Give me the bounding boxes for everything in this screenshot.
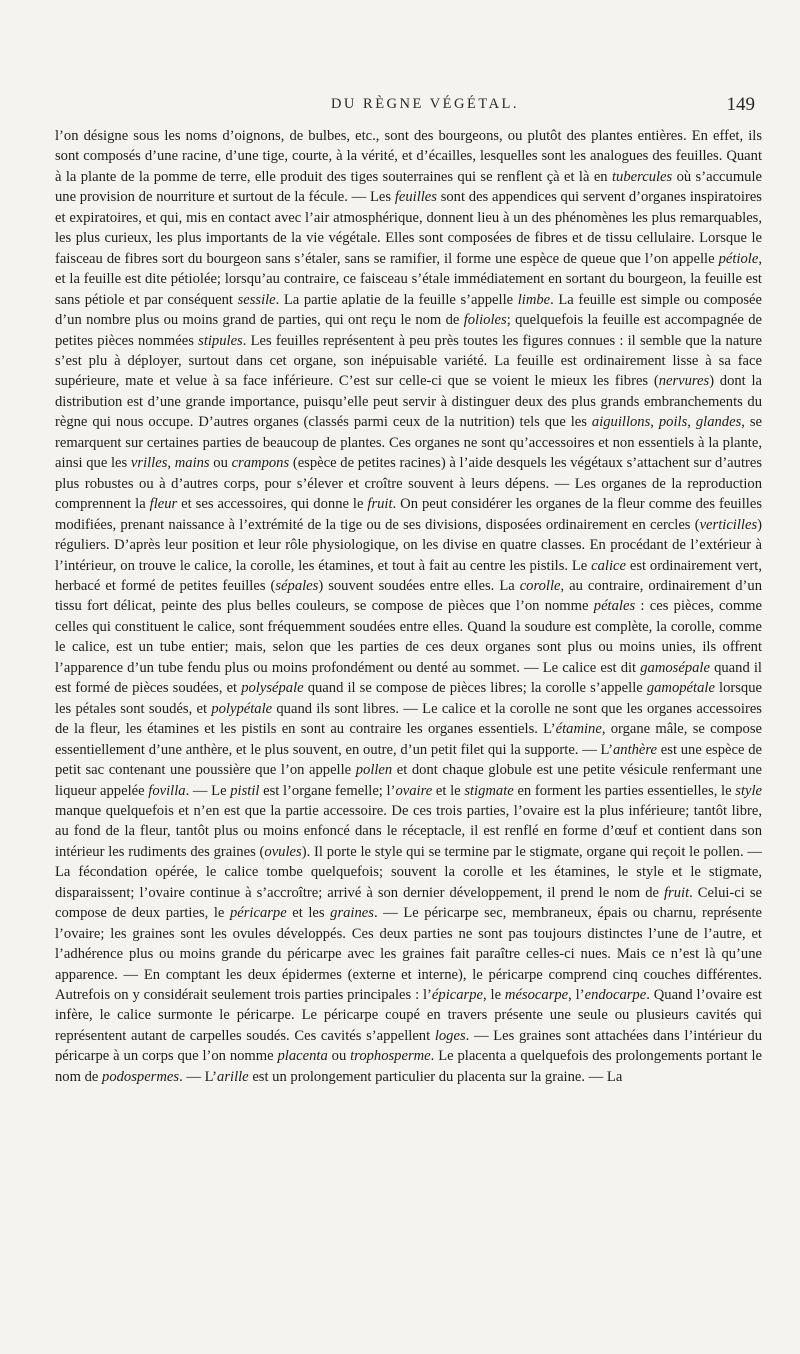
text-run: lorsque les pétales sont soudés, et (55, 680, 762, 717)
italic-term: sessile (237, 291, 276, 308)
text-run: . — L’ (179, 1068, 218, 1085)
text-run: , (167, 455, 175, 472)
text-run: . On peut considérer les organes de la fleur comme des feuilles modifiées, prenant naissance à l’extrémité de la tige ou de ses divisions, disposées ordinairement en cercles ( (55, 496, 762, 533)
text-run: ) réguliers. D’après leur position et leur rôle physiologique, on les divise en quatre classes. En procédant de l’extérieur à l’intérieur, on trouve le calice, la corolle, les étamines, et tout à fait au centre les pistils. Le (55, 516, 762, 574)
text-run: manque quelquefois et n’en est que la partie accessoire. De ces trois parties, l’ovaire est la plus inférieure; tantôt libre, au fond de la fleur, tantôt plus ou moins enfoncé dans le réceptacle, il est renflé en forme d’œuf et contient dans son intérieur les rudiments des graines ( (55, 802, 762, 860)
italic-term: style (735, 782, 763, 799)
italic-term: pétales (593, 598, 636, 615)
italic-term: crampons (231, 455, 290, 472)
italic-term: graines (330, 905, 374, 922)
text-run: . — Les graines sont attachées dans l’intérieur du péricarpe à un corps que l’on nomme (55, 1027, 763, 1065)
italic-term: nervures (658, 373, 710, 390)
text-run: , (687, 414, 696, 431)
text-run: ; quelquefois la feuille est accompagnée de petites pièces nommées (55, 312, 762, 349)
text-run: et ses accessoires, qui donne le (177, 496, 368, 513)
italic-term: folioles (463, 312, 507, 329)
text-run: , organe mâle, se compose essentiellement d’une anthère, et le plus souvent, en outre, d’un petit filet qui la supporte. — L’ (55, 721, 762, 758)
italic-term: glandes (695, 414, 742, 431)
italic-term: ovules (264, 843, 302, 860)
text-run: et dont chaque globule est une petite vésicule renfermant une liqueur appelée (55, 762, 762, 799)
italic-term: trophosperme (350, 1048, 431, 1065)
text-run: ). Il porte le style qui se termine par le stigmate, organe qui reçoit le pollen. — La fécondation opérée, le calice tombe quelquefois; souvent la corolle et les étamines, le style et le stigmate, disparaissent; l’ovaire continue à s’accroître; arrivé à son dernier développement, il prend le nom de (55, 843, 762, 901)
italic-term: stipules (198, 332, 243, 349)
text-run: . — Le (185, 782, 231, 799)
text-run: , au contraire, ordinairement d’un tissu fort délicat, peinte des plus belles couleurs, se compose de pièces que l’on nomme (55, 577, 762, 615)
text-run: et le (432, 782, 465, 799)
italic-term: pollen (355, 762, 393, 779)
text-run: ou (327, 1048, 351, 1065)
italic-term: corolle (519, 577, 561, 594)
italic-term: mains (174, 455, 210, 472)
text-run: : ces pièces, comme celles qui constituent le calice, sont fréquemment soudées entre elles. Quand la soudure est complète, la corolle, comme le calice, est un tube entier; mais, selon que les parties de ces deux organes sont plus ou moins unies, ils offrent l’apparence d’un tube fendu plus ou moins profondément ou denté au sommet. — Le calice est dit (55, 598, 762, 676)
italic-term: feuilles (394, 189, 437, 206)
text-run: quand ils sont libres. — Le calice et la corolle ne sont que les organes accessoires de la fleur, les étamines et les pistils en sont au contraire les organes essentiels. L’ (55, 700, 762, 738)
text-run: est l’organe femelle; l’ (259, 782, 396, 799)
italic-term: tubercules (611, 168, 673, 185)
text-run: , l’ (568, 987, 585, 1004)
running-title: DU RÈGNE VÉGÉTAL. (330, 96, 520, 112)
text-run: , se remarquent sur certaines parties de beaucoup de plantes. Ces organes ne sont qu’accessoires et non essentiels à la plante, ainsi que les (55, 414, 763, 472)
italic-term: limbe (517, 291, 551, 308)
italic-term: fruit (367, 496, 393, 513)
italic-term: aiguillons (591, 414, 651, 431)
italic-term: anthère (612, 741, 658, 758)
text-run: quand il se compose de pièces libres; la corolle s’appelle (303, 680, 647, 697)
text-run: ou (209, 455, 232, 472)
italic-term: péricarpe (229, 905, 287, 922)
italic-term: verticilles (699, 516, 758, 533)
text-run: l’on désigne sous les noms d’oignons, de bulbes, etc., sont des bourgeons, ou plutôt des plantes entières. En effet, ils sont composés d’une racine, d’une tige, courte, à la vérité, et d’écailles, lesquelles sont les analogues des feuilles. Quant à la plante de la pomme de terre, elle produit des tiges souterraines qui se renflent çà et là en (55, 128, 762, 185)
italic-term: étamine (555, 721, 602, 738)
text-run: ) souvent soudées entre elles. La (318, 577, 520, 594)
italic-term: gamosépale (640, 659, 710, 676)
italic-term: fleur (149, 496, 178, 513)
text-run: , (650, 414, 659, 431)
italic-term: placenta (277, 1048, 328, 1065)
italic-term: stigmate (464, 782, 514, 799)
italic-term: mésocarpe (504, 987, 569, 1004)
text-run: . Celui-ci se compose de deux parties, le (55, 884, 762, 922)
text-run: est un prolongement particulier du placenta sur la graine. — La (248, 1068, 623, 1085)
text-run: est ordinairement vert, herbacé et formé de petites feuilles ( (55, 557, 762, 594)
italic-term: arille (217, 1068, 249, 1085)
italic-term: podospermes (102, 1068, 180, 1085)
page-number: 149 (726, 94, 755, 115)
italic-term: calice (591, 557, 626, 574)
text-run: , le (482, 987, 505, 1004)
text-run: , et la feuille est dite pétiolée; lorsqu’au contraire, ce faisceau s’étale immédiatement en sortant du bourgeon, la feuille est sans pétiole et par conséquent (55, 250, 762, 308)
running-head (95, 96, 755, 126)
italic-term: épicarpe (431, 987, 483, 1004)
italic-term: ovaire (395, 782, 433, 799)
text-run: . Quand l’ovaire est infère, le calice surmonte le péricarpe. Le péricarpe coupé en travers présente une seule ou plusieurs cavités qui représentent autant de carpelles soudés. Ces cavités s’appellent (55, 987, 762, 1044)
text-run: quand il est formé de pièces soudées, et (55, 659, 762, 697)
text-run: en forment les parties essentielles, le (513, 782, 736, 799)
text-run: est une espèce de petit sac contenant une poussière que l’on appelle (55, 741, 762, 779)
italic-term: pétiole (718, 250, 759, 267)
italic-term: poils (658, 414, 688, 431)
italic-term: vrilles (130, 455, 168, 472)
text-run: ) dont la distribution est d’une grande importance, puisqu’elle peut servir à distinguer deux des plus grands embranchements du règne qui nous occupe. D’autres organes (classés parmi ceux de la nutrition) tels que les (55, 373, 762, 431)
italic-term: endocarpe (584, 987, 647, 1004)
text-run: où s’accumule une provision de nourriture et surtout de la fécule. — Les (55, 168, 762, 206)
text-run: . Les feuilles représentent à peu près toutes les figures connues : il semble que la nature s’est plu à déployer, surtout dans cet organe, son inépuisable variété. La feuille est ordinairement lisse à sa face supérieure, mate et velue à sa face inférieure. C’est sur celle-ci que se voient le mieux les fibres ( (55, 332, 762, 390)
italic-term: loges (434, 1027, 466, 1044)
italic-term: polypétale (211, 700, 273, 717)
text-run: sont des appendices qui servent d’organes inspiratoires et expiratoires, et qui, mis en contact avec l’air atmosphérique, donnent lieu à un des phénomènes les plus remarquables, les plus curieux, les plus importants de la vie végétale. Elles sont composées de fibres et de tissu cellulaire. Lorsque le faisceau de fibres sort du bourgeon sans s’étaler, sans se ramifier, il forme une espèce de queue que l’on appelle (55, 189, 762, 267)
italic-term: fruit (664, 884, 690, 901)
italic-term: pistil (230, 782, 260, 799)
text-run: et les (286, 905, 331, 922)
italic-term: sépales (275, 577, 319, 594)
italic-term: fovilla (148, 782, 186, 799)
text-run: (espèce de petites racines) à l’aide desquels les végétaux s’attachent sur d’autres plus robustes ou à d’autres corps, pour s’élever et croître souvent à leurs dépens. — Les organes de la reproduction comprennent la (55, 455, 763, 513)
italic-term: gamopétale (646, 680, 715, 697)
text-run: . Le placenta a quelquefois des prolongements portant le nom de (55, 1048, 762, 1085)
italic-term: polysépale (241, 680, 304, 697)
body-paragraph (55, 126, 762, 1246)
text-run: . — Le péricarpe sec, membraneux, épais ou charnu, représente l’ovaire; les graines sont les ovules développés. Ces deux parties ne sont pas toujours distinctes l’une de l’autre, et l’adhérence plus ou moins grande du péricarpe avec les graines fait paraître celles-ci nues. Mais ce n’est là qu’une apparence. — En comptant les deux épidermes (externe et interne), le péricarpe comprend cinq couches différentes. Autrefois on y considérait seulement trois parties principales : l’ (55, 905, 762, 1004)
text-run: . La partie aplatie de la feuille s’appelle (275, 291, 518, 308)
text-run: . La feuille est simple ou composée d’un nombre plus ou moins grand de parties, qui ont reçu le nom de (55, 291, 763, 329)
